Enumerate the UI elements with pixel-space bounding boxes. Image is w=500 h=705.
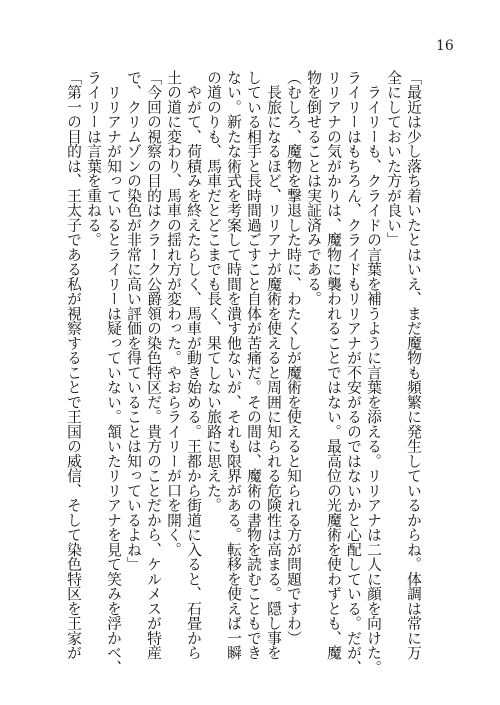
text-line: リリアナの気がかりは、魔物に襲われることではない。最高位の光魔術を使わずとも、魔	[325, 70, 342, 660]
vertical-text-body	[63, 70, 423, 676]
text-line: 「最近は少し落ち着いたとはいえ、まだ魔物も頻繁に発生しているからね。体調は常に万	[405, 70, 422, 660]
text-line: 「第一の目的は、王太子である私が視察することで王国の威信、そして染色特区を王家が	[65, 70, 82, 660]
text-line: している相手と長時間過ごすこと自体が苦痛だ。その間は、魔術の書物を読むこともでき	[245, 70, 262, 660]
text-line: 「今回の視察の目的はクラーク公爵領の染色特区だ。貴方のことだから、ケルメスが特産	[145, 70, 162, 660]
text-line: 物を倒せることは実証済みである。	[305, 70, 322, 306]
text-line: の道のりも、馬車だとどこまでも長く、果てしない旅路に思えた。	[205, 70, 222, 513]
text-line: で、クリムゾンの染色が非常に高い評価を得ていることは知っているよね」	[125, 70, 142, 572]
text-line: やがて、荷積みを終えたらしく、馬車が動き始める。王都から街道に入ると、石畳から	[185, 70, 202, 660]
text-line: 長旅になるほど、リリアナが魔術を使えると周囲に知られる危険性は高まる。隠し事を	[265, 70, 282, 660]
text-line: 土の道に変わり、馬車の揺れ方が変わった。やおらライリーが口を開く。	[165, 70, 182, 557]
page-number: 16	[436, 38, 454, 54]
text-line: ライリーは言葉を重ねる。	[85, 70, 102, 247]
text-line: ライリーはもちろん、クライドもリリアナが不安がるのではないかと心配している。だが、	[345, 70, 362, 675]
text-line: ライリーも、クライドの言葉を補うように言葉を添える。リリアナは二人に顔を向けた。	[365, 70, 382, 675]
text-line: ない。新たな術式を考案して時間を潰す他ないが、それも限界がある。転移を使えば一瞬	[225, 70, 242, 660]
text-line: リリアナが知っているとライリーは疑っていない。頷いたリリアナを見て笑みを浮かべ、	[105, 70, 122, 675]
text-line: 全にしておいた方が良い」	[385, 70, 402, 247]
text-line: （むしろ、魔物を撃退した時に、わたくしが魔術を使えると知られる方が問題ですわ）	[285, 70, 302, 646]
